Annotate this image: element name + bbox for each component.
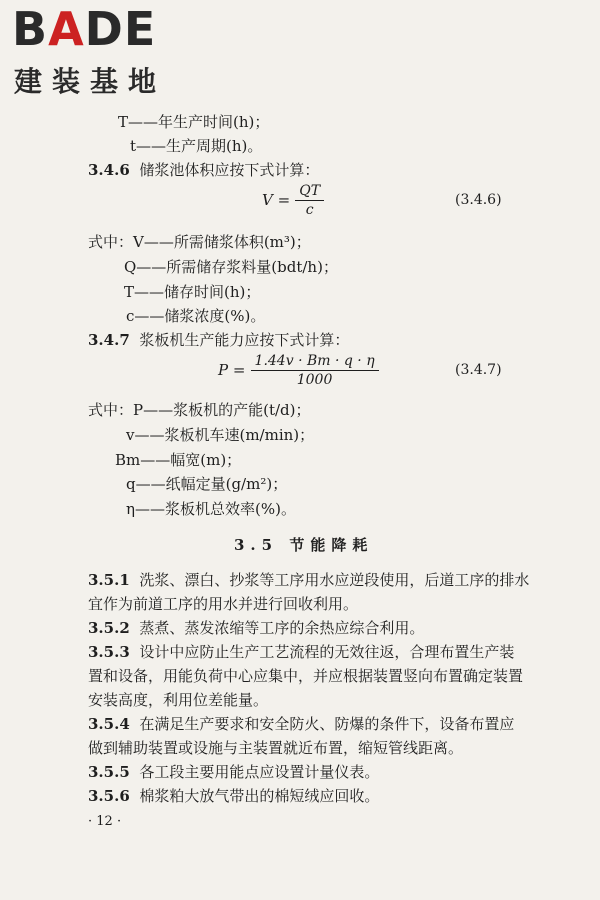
var-T-year: T——年生产时间(h)； xyxy=(118,113,270,131)
clause-3-5-4 xyxy=(88,712,514,760)
fraction-denominator: c xyxy=(305,202,314,218)
clause-text: 浆板机生产能力应按下式计算： xyxy=(139,331,350,349)
where-T: T——储存时间(h)； xyxy=(124,283,261,301)
clause-number: 3.5.2 xyxy=(88,619,130,637)
page-number: · 12 · xyxy=(88,814,122,829)
clause-3-5-3 xyxy=(88,640,523,712)
where-Bm: Bm——幅宽(m)； xyxy=(115,451,242,469)
clause-line: 设计中应防止生产工艺流程的无效往返，合理布置生产装 xyxy=(139,643,515,661)
clause-3-5-2 xyxy=(88,616,424,640)
clause-line: 在满足生产要求和安全防火、防爆的条件下，设备布置应 xyxy=(139,715,515,733)
clause-line: 安装高度，利用位差能量。 xyxy=(88,691,269,709)
clause-number: 3.5.3 xyxy=(88,643,130,661)
clause-text: 储浆池体积应按下式计算： xyxy=(139,161,320,179)
clause-line: 蒸煮、蒸发浓缩等工序的余热应综合利用。 xyxy=(139,619,425,637)
clause-number: 3.4.7 xyxy=(88,331,130,349)
equation-number: (3.4.6) xyxy=(455,192,502,208)
equation-3-4-6 xyxy=(262,182,324,219)
equation-3-4-7 xyxy=(218,352,379,389)
section-heading xyxy=(234,534,373,555)
equation-lhs: P = xyxy=(218,361,246,379)
clause-3-4-7 xyxy=(88,330,349,350)
where-eta: η——浆板机总效率(%)。 xyxy=(126,500,296,518)
clause-line: 置和设备，用能负荷中心应集中，并应根据装置竖向布置确定装置 xyxy=(88,667,524,685)
clause-number: 3.5.1 xyxy=(88,571,130,589)
clause-line: 洗浆、漂白、抄浆等工序用水应逆段使用，后道工序的排水 xyxy=(139,571,530,589)
var-t-cycle: t——生产周期(h)。 xyxy=(130,137,263,155)
where-c: c——储浆浓度(%)。 xyxy=(126,307,266,325)
equation-number: (3.4.7) xyxy=(455,362,502,378)
clause-number: 3.5.4 xyxy=(88,715,130,733)
clause-line: 宜作为前道工序的用水并进行回收利用。 xyxy=(88,595,359,613)
fraction-numerator: 1.44v · Bm · q · η xyxy=(251,352,379,371)
clause-number: 3.5.6 xyxy=(88,787,130,805)
clause-3-5-6 xyxy=(88,784,379,808)
where-v: v——浆板机车速(m/min)； xyxy=(126,426,315,444)
equation-lhs: V = xyxy=(262,191,291,209)
clause-3-5-1 xyxy=(88,568,529,616)
clause-number: 3.5.5 xyxy=(88,763,130,781)
where-Q: Q——所需储存浆料量(bdt/h)； xyxy=(124,258,338,276)
equation-fraction xyxy=(251,352,379,389)
where-q: q——纸幅定量(g/m²)； xyxy=(126,475,288,493)
where-V: 式中：V——所需储浆体积(m³)； xyxy=(88,233,311,251)
clause-line: 做到辅助装置或设施与主装置就近布置，缩短管线距离。 xyxy=(88,739,464,757)
section-number: 3.5 xyxy=(234,536,279,554)
fraction-numerator: QT xyxy=(295,182,324,201)
where-P: 式中：P——浆板机的产能(t/d)； xyxy=(88,401,311,419)
equation-fraction xyxy=(295,182,324,219)
clause-line: 各工段主要用能点应设置计量仪表。 xyxy=(139,763,380,781)
clause-number: 3.4.6 xyxy=(88,161,130,179)
clause-line: 棉浆粕大放气带出的棉短绒应回收。 xyxy=(139,787,380,805)
watermark-logo: BADE xyxy=(12,2,157,56)
section-title: 节能降耗 xyxy=(289,536,374,554)
clause-3-4-6 xyxy=(88,160,319,180)
clause-3-5-5 xyxy=(88,760,379,784)
watermark-subtitle: 建装基地 xyxy=(14,65,167,98)
fraction-denominator: 1000 xyxy=(296,372,333,388)
